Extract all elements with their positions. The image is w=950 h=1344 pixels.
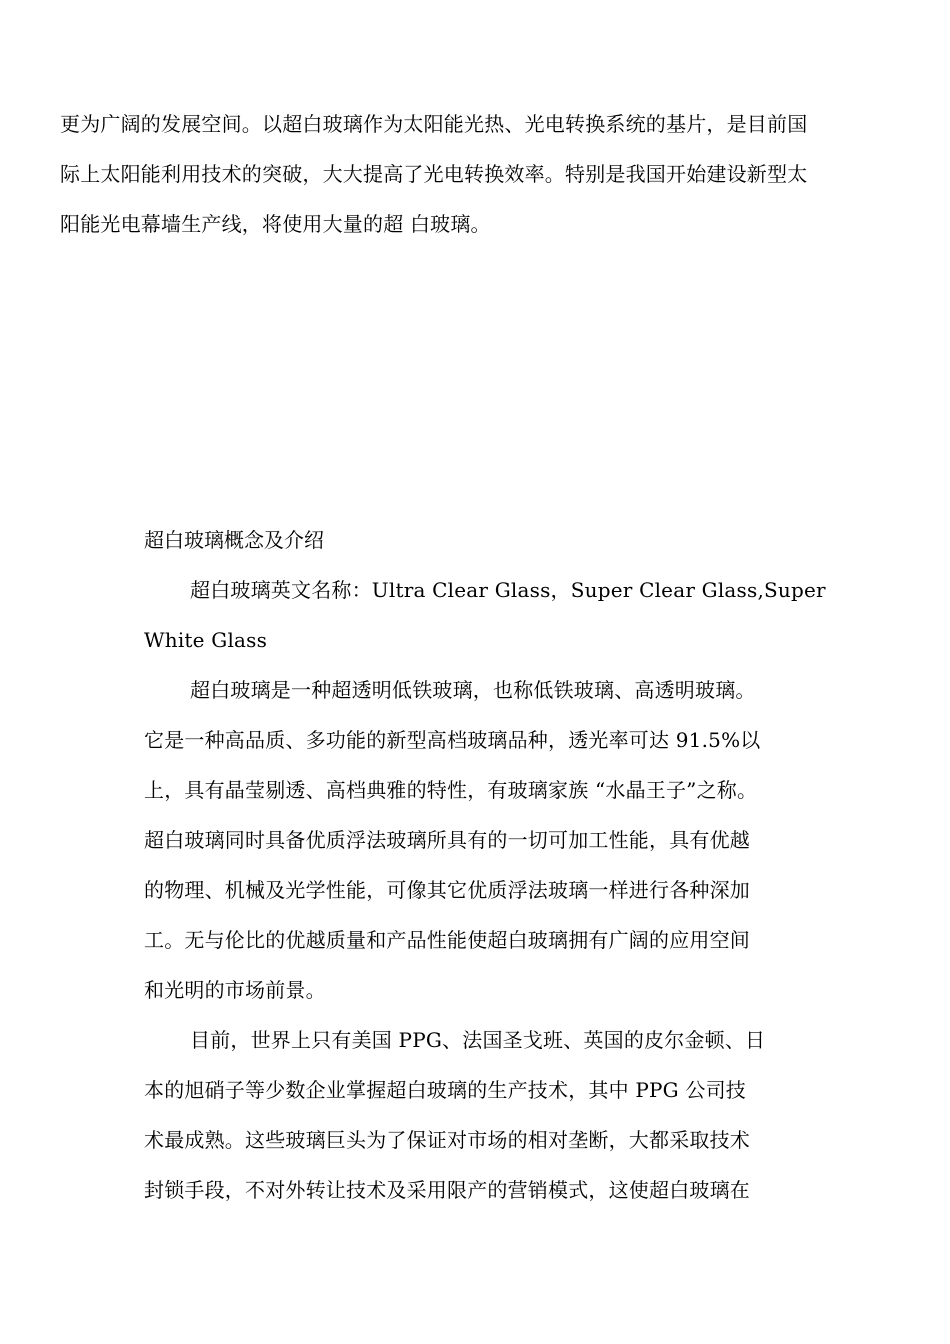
paragraph-line: 工。无与伦比的优越质量和产品性能使超白玻璃拥有广阔的应用空间 <box>144 928 750 952</box>
paragraph-line: 超白玻璃是一种超透明低铁玻璃，也称低铁玻璃、高透明玻璃。 <box>190 678 756 702</box>
paragraph-line: 和光明的市场前景。 <box>144 978 326 1002</box>
paragraph-english-name <box>144 578 826 678</box>
paragraph-line: 术最成熟。这些玻璃巨头为了保证对市场的相对垄断，大都采取技术 <box>144 1128 750 1152</box>
paragraph-line: 上，具有晶莹剔透、高档典雅的特性，有玻璃家族 “水晶王子”之称。 <box>144 778 758 802</box>
paragraph-line: 超白玻璃同时具备优质浮法玻璃所具有的一切可加工性能，具有优越 <box>144 828 750 852</box>
paragraph-line: 更为广阔的发展空间。以超白玻璃作为太阳能光热、光电转换系统的基片，是目前国 <box>60 112 808 136</box>
paragraph-line: 它是一种高品质、多功能的新型高档玻璃品种，透光率可达 91.5%以 <box>144 728 761 752</box>
paragraph-line: 超白玻璃英文名称：Ultra Clear Glass，Super Clear Glass,Super <box>190 578 826 602</box>
paragraph-line: White Glass <box>144 628 268 652</box>
paragraph-line: 的物理、机械及光学性能，可像其它优质浮法玻璃一样进行各种深加 <box>144 878 750 902</box>
paragraph-line: 际上太阳能利用技术的突破，大大提高了光电转换效率。特别是我国开始建设新型太 <box>60 162 808 186</box>
paragraph-market <box>144 1028 808 1228</box>
paragraph-line: 目前，世界上只有美国 PPG、法国圣戈班、英国的皮尔金顿、日 <box>190 1028 766 1052</box>
paragraph-line: 封锁手段，不对外转让技术及采用限产的营销模式，这使超白玻璃在 <box>144 1178 750 1202</box>
section-body <box>144 528 826 1228</box>
section-title: 超白玻璃概念及介绍 <box>144 528 324 552</box>
paragraph-description <box>144 678 808 1028</box>
paragraph-line: 本的旭硝子等少数企业掌握超白玻璃的生产技术，其中 PPG 公司技 <box>144 1078 747 1102</box>
top-paragraph <box>60 112 892 262</box>
paragraph-line: 阳能光电幕墙生产线，将使用大量的超 白玻璃。 <box>60 212 491 236</box>
